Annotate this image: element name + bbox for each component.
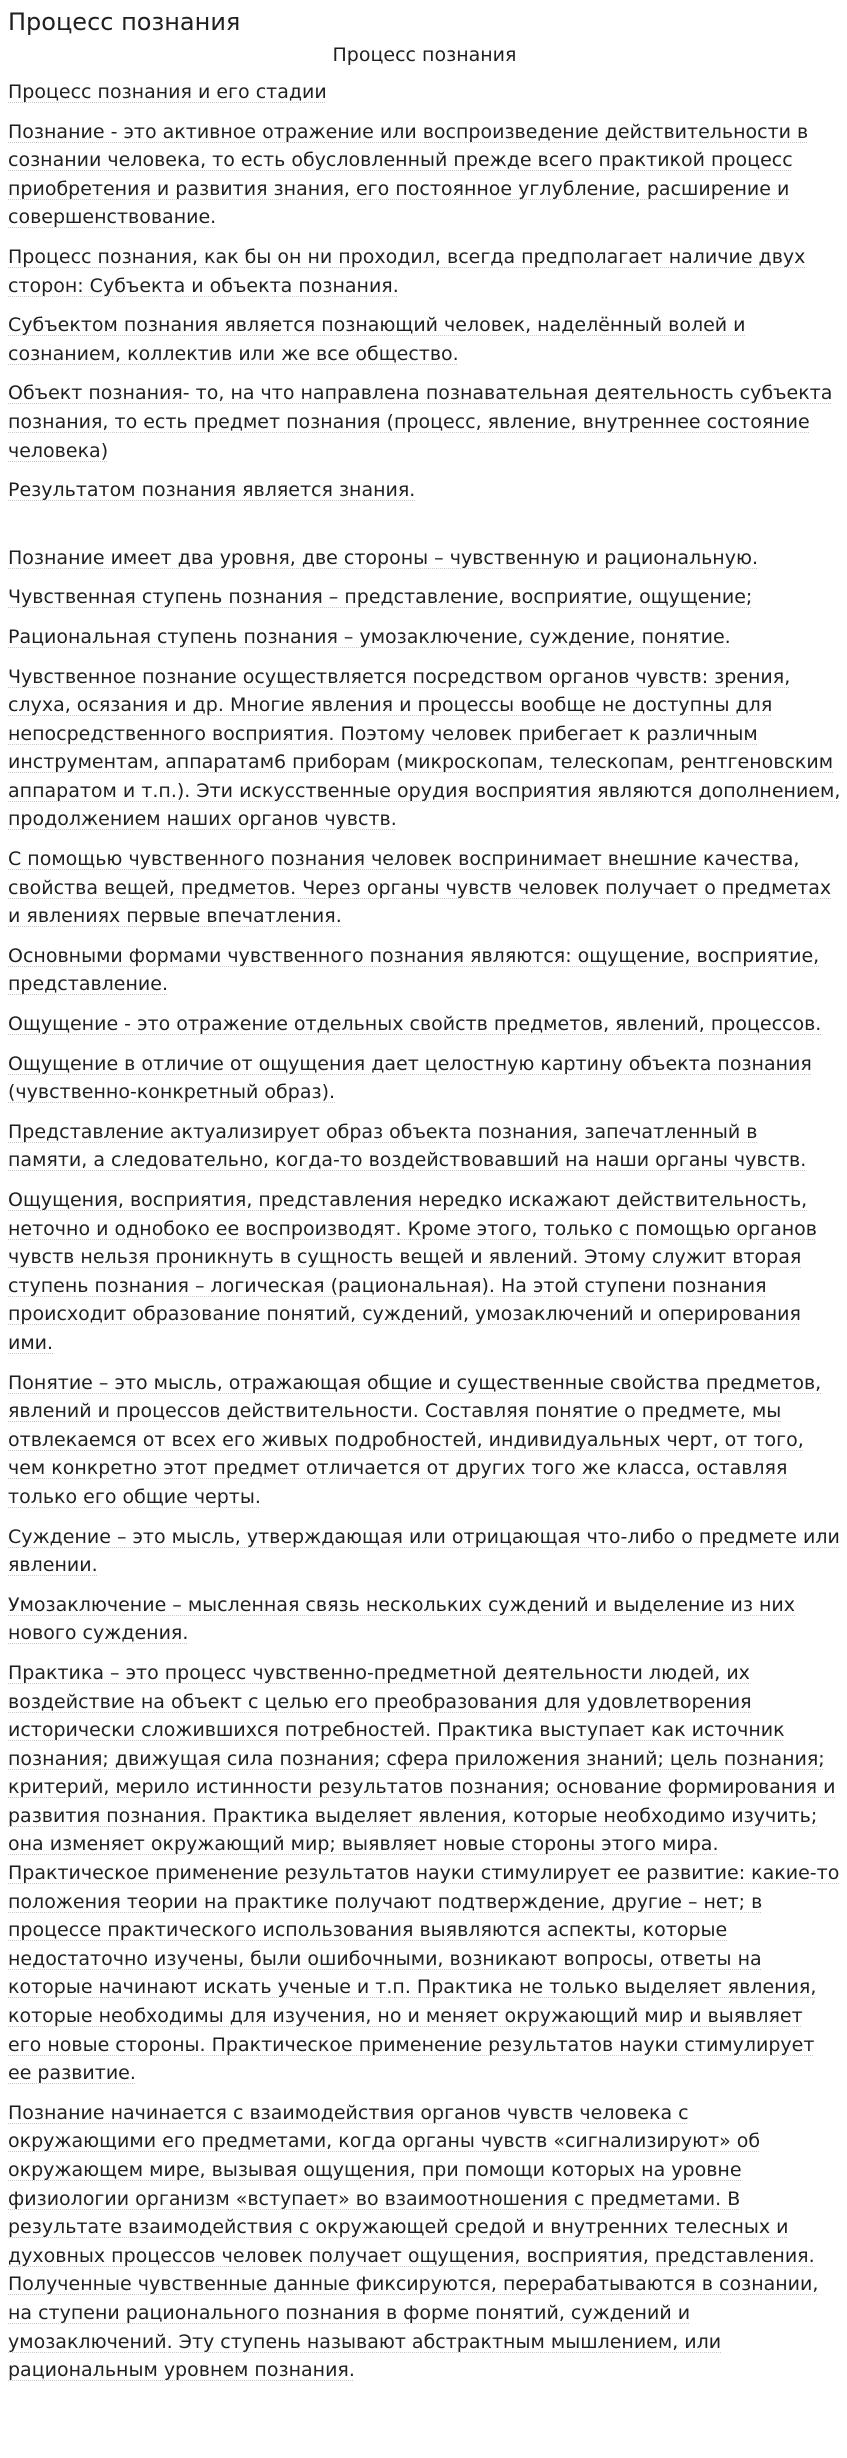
paragraph: Чувственное познание осуществляется посредством органов чувств: зрения, слуха, осязания и др. Многие явления и процессы вообще не доступны для непосредственного восприятия. Поэтому человек прибегает к различным инструментам, аппаратам6 приборам (микроскопам, телескопам, рентгеновским аппаратом и т.п.). Эти искусственные орудия восприятия являются дополнением, продолжением наших органов чувств. [8, 665, 841, 831]
paragraph: Суждение – это мысль, утверждающая или отрицающая что-либо о предмете или явлении. [8, 1525, 840, 1577]
paragraph: Результатом познания является знания. [8, 479, 416, 502]
paragraph: Объект познания- то, на что направлена познавательная деятельность субъекта познания, то есть предмет познания (процесс, явление, внутреннее состояние человека) [8, 382, 833, 462]
paragraph: Представление актуализирует образ объекта познания, запечатленный в памяти, а следовательно, когда-то воздействовавший на наши органы чувств. [8, 1120, 807, 1172]
paragraph: Познание имеет два уровня, две стороны – чувственную и рациональную. [8, 546, 759, 569]
paragraph: Практика – это процесс чувственно-предметной деятельности людей, их воздействие на объект с целью его преобразования для удовлетворения исторически сложившихся потребностей. Практика выступает как источник познания; движущая сила познания; сфера приложения знаний; цель познания; критерий, мерило истинности результатов познания; основание формирования и развития познания. Практика выделяет явления, которые необходимо изучить; она изменяет окружающий мир; выявляет новые стороны этого мира. Практическое применение результатов науки стимулирует ее развитие: какие-то положения теории на практике получают подтверждение, другие – нет; в процессе практического использования выявляются аспекты, которые недостаточно изучены, были ошибочными, возникают вопросы, ответы на которые начинают искать ученые и т.п. Практика не только выделяет явления, которые необходимы для изучения, но и меняет окружающий мир и выявляет его новые стороны. Практическое применение результатов науки стимулирует ее развитие. [8, 1661, 840, 2085]
paragraph: Процесс познания, как бы он ни проходил, всегда предполагает наличие двух сторон: Субъекта и объекта познания. [8, 245, 806, 297]
paragraph: Понятие – это мысль, отражающая общие и существенные свойства предметов, явлений и процессов действительности. Составляя понятие о предмете, мы отвлекаемся от всех его живых подробностей, индивидуальных черт, от того, чем конкретно этот предмет отличается от других того же класса, оставляя только его общие черты. [8, 1371, 822, 1508]
paragraph: Чувственная ступень познания – представление, восприятие, ощущение; [8, 586, 753, 609]
section-subtitle: Процесс познания и его стадии [8, 81, 327, 103]
paragraph: Умозаключение – мысленная связь нескольких суждений и выделение из них нового суждения. [8, 1593, 795, 1645]
document-body [8, 78, 841, 2385]
paragraph: Ощущения, восприятия, представления нередко искажают действительность, неточно и однобоко ее воспроизводят. Кроме этого, только с помощью органов чувств нельзя проникнуть в сущность вещей и явлений. Этому служит вторая ступень познания – логическая (рациональная). На этой ступени познания происходит образование понятий, суждений, умозаключений и оперирования ими. [8, 1189, 817, 1354]
paragraph: Субъектом познания является познающий человек, наделённый волей и сознанием, коллектив или же все общество. [8, 314, 746, 365]
document-heading: Процесс познания [332, 44, 517, 66]
paragraph: Ощущение - это отражение отдельных свойств предметов, явлений, процессов. [8, 1013, 822, 1036]
paragraph: Познание начинается с взаимодействия органов чувств человека с окружающими его предметами, когда органы чувств «сигнализируют» об окружающем мире, вызывая ощущения, при помощи которых на уровне физиологии организм «вступает» во взаимоотношения с предметами. В результате взаимодействия с окружающей средой и внутренних телесных и духовных процессов человек получает ощущения, восприятия, представления. Полученные чувственные данные фиксируются, перерабатываются в сознании, на ступени рационального познания в форме понятий, суждений и умозаключений. Эту ступень называют абстрактным мышлением, или рациональным уровнем познания. [8, 2101, 819, 2382]
paragraph: С помощью чувственного познания человек воспринимает внешние качества, свойства вещей, предметов. Через органы чувств человек получает о предметах и явлениях первые впечатления. [8, 848, 832, 928]
paragraph: Ощущение в отличие от ощущения дает целостную картину объекта познания (чувственно-конкретный образ). [8, 1052, 812, 1104]
page-title: Процесс познания [8, 8, 241, 36]
blank-line [8, 516, 841, 544]
paragraph: Основными формами чувственного познания являются: ощущение, восприятие, представление. [8, 944, 820, 996]
paragraph: Рациональная ступень познания – умозаключение, суждение, понятие. [8, 625, 731, 648]
paragraph: Познание - это активное отражение или воспроизведение действительности в сознании человека, то есть обусловленный прежде всего практикой процесс приобретения и развития знания, его постоянное углубление, расширение и совершенствование. [8, 120, 809, 229]
